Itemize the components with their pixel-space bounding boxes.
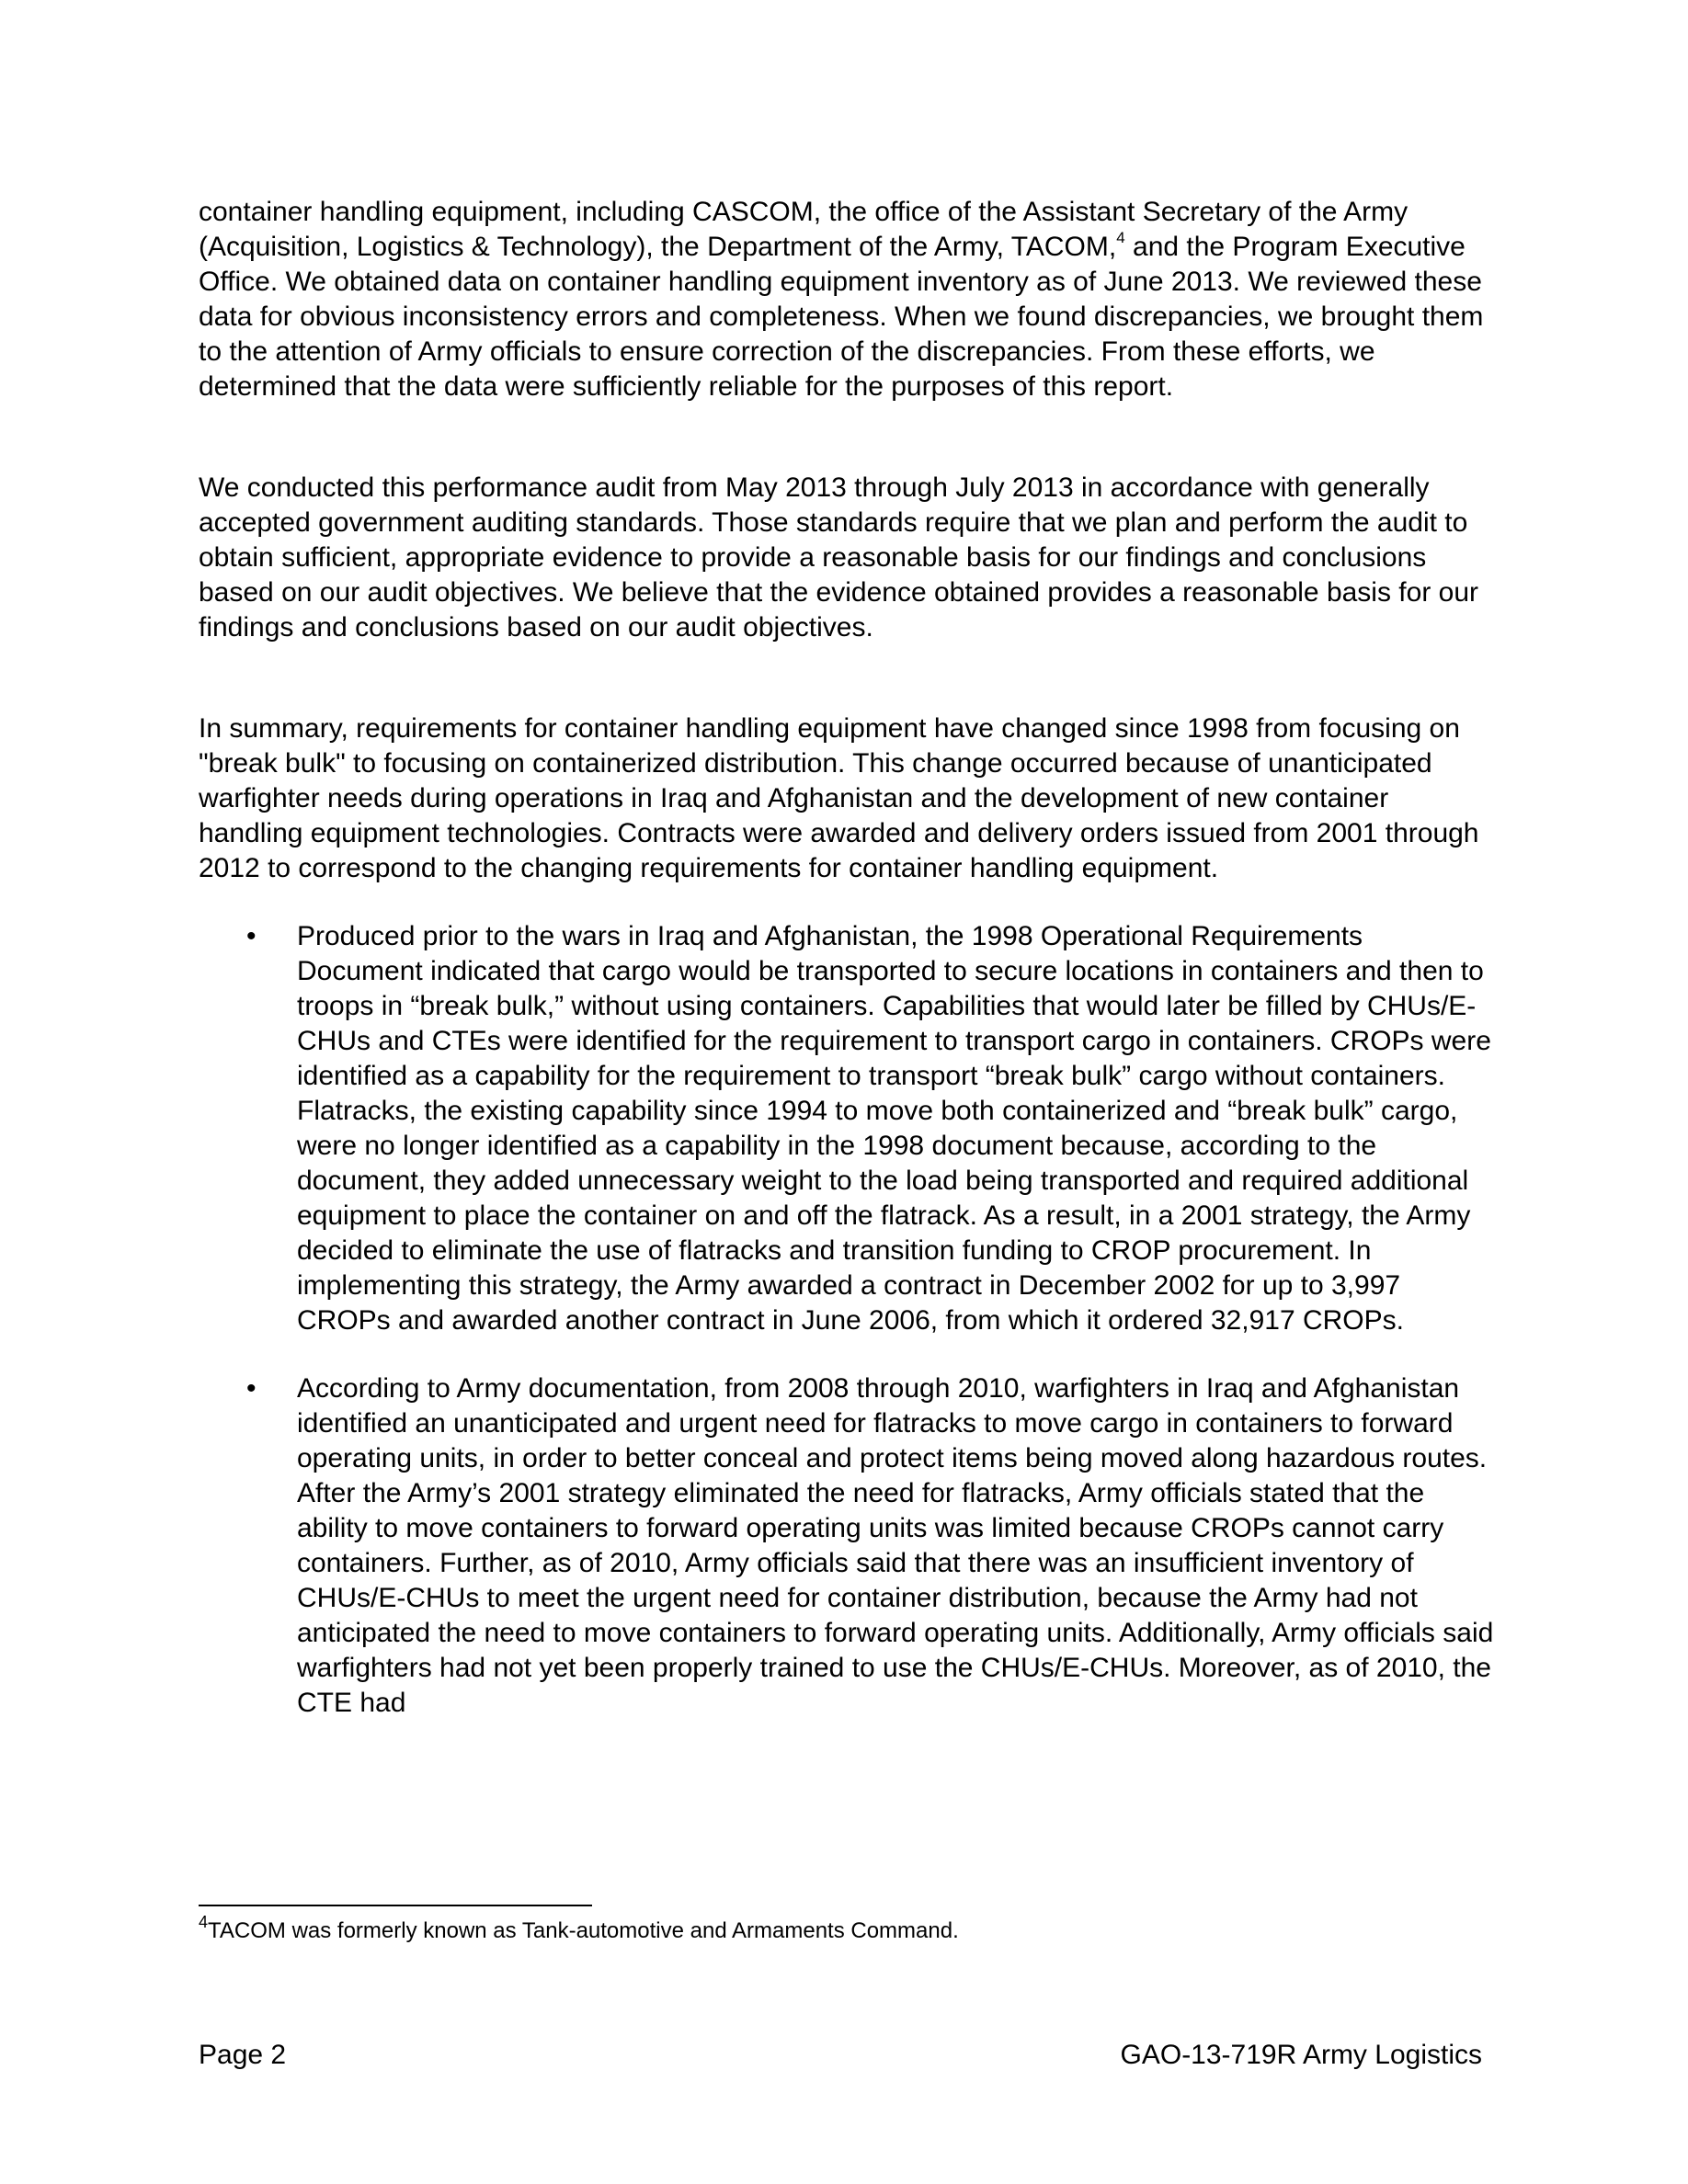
paragraph-data-reliability xyxy=(199,195,1495,404)
paragraph-audit-standards: We conducted this performance audit from May 2013 through July 2013 in accordance with generally accepted government auditing standards. Those standards require that we plan and perform the audit to obtain sufficient, appropriate evidence to provide a reasonable basis for our findings and conclusions based on our audit objectives. We believe that the evidence obtained provides a reasonable basis for our findings and conclusions based on our audit objectives. xyxy=(199,472,1479,643)
footnote-text: TACOM was formerly known as Tank-automotive and Armaments Command. xyxy=(208,1918,959,1943)
bullet-text: According to Army documentation, from 2008 through 2010, warfighters in Iraq and Afghanistan identified an unanticipated and urgent need for flatracks to move cargo in containers to forward operating units, in order to better conceal and protect items being moved along hazardous routes. After the Army’s 2001 strategy eliminated the need for flatracks, Army officials stated that the ability to move containers to forward operating units was limited because CROPs cannot carry containers. Further, as of 2010, Army officials said that there was an insufficient inventory of CHUs/E-CHUs to meet the urgent need for container distribution, because the Army had not anticipated the need to move containers to forward operating units. Additionally, Army officials said warfighters had not yet been properly trained to use the CHUs/E-CHUs. Moreover, as of 2010, the CTE had xyxy=(297,1373,1494,1718)
footnote-number: 4 xyxy=(199,1913,209,1931)
bullet-item xyxy=(199,1371,1495,1721)
body-text xyxy=(199,195,1495,1721)
bullet-item xyxy=(199,919,1495,1338)
report-identifier: GAO-13-719R Army Logistics xyxy=(1120,2040,1482,2070)
paragraph-text: container handling equipment, including CASCOM, the office of the Assistant Secretary of the Army (Acquisition, Logistics & Technology), the Department of the Army, TACOM, xyxy=(199,197,1409,262)
footnote xyxy=(199,1913,959,1945)
page-number: Page 2 xyxy=(199,2040,287,2070)
paragraph-text: and the Program Executive Office. We obtained data on container handling equipment inventory as of June 2013. We reviewed these data for obvious inconsistency errors and completeness. When we found discrepancies, we brought them to the attention of Army officials to ensure correction of the discrepancies. From these efforts, we determined that the data were sufficiently reliable for the purposes of this report. xyxy=(199,232,1484,402)
paragraph-summary: In summary, requirements for container handling equipment have changed since 1998 from focusing on "break bulk" to focusing on containerized distribution. This change occurred because of unanticipated warfighter needs during operations in Iraq and Afghanistan and the development of new container handling equipment technologies. Contracts were awarded and delivery orders issued from 2001 through 2012 to correspond to the changing requirements for container handling equipment. xyxy=(199,713,1479,883)
footnote-divider xyxy=(199,1905,592,1906)
footnote-reference[interactable]: 4 xyxy=(1116,229,1125,246)
bullet-text: Produced prior to the wars in Iraq and Afghanistan, the 1998 Operational Requirements Document indicated that cargo would be transported to secure locations in containers and then to troops in “break bulk,” without using containers. Capabilities that would later be filled by CHUs/E-CHUs and CTEs were identified for the requirement to transport cargo in containers. CROPs were identified as a capability for the requirement to transport “break bulk” cargo without containers. Flatracks, the existing capability since 1994 to move both containerized and “break bulk” cargo, were no longer identified as a capability in the 1998 document because, according to the document, they added unnecessary weight to the load being transported and required additional equipment to place the container on and off the flatrack. As a result, in a 2001 strategy, the Army decided to eliminate the use of flatracks and transition funding to CROP procurement. In implementing this strategy, the Army awarded a contract in December 2002 for up to 3,997 CROPs and awarded another contract in June 2006, from which it ordered 32,917 CROPs. xyxy=(297,921,1491,1336)
bullet-icon: • xyxy=(246,921,257,951)
bullet-list xyxy=(199,919,1495,1721)
bullet-icon: • xyxy=(246,1373,257,1404)
